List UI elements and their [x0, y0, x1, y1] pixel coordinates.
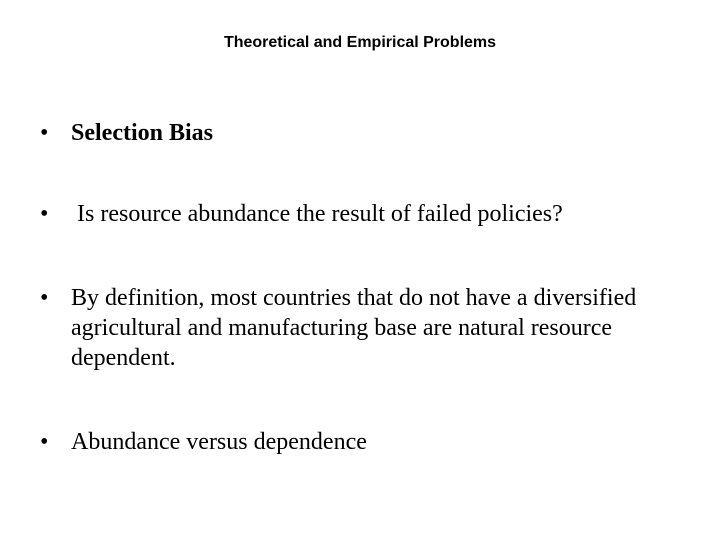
bullet-dot: •	[40, 120, 49, 146]
bullet-text: Selection Bias	[71, 120, 213, 146]
slide-title: Theoretical and Empirical Problems	[223, 34, 497, 51]
bullet-text: Abundance versus dependence	[71, 429, 367, 455]
bullet-item-abundance-vs-dependence	[40, 427, 680, 457]
bullet-text: By definition, most countries that do not have a diversified agricultural and manufacturing base are natural resource dependent.	[71, 285, 637, 371]
bullet-dot: •	[40, 429, 49, 455]
bullet-text: Is resource abundance the result of failed policies?	[71, 201, 563, 227]
bullet-dot: •	[40, 285, 49, 311]
bullet-item-by-definition	[40, 283, 680, 373]
bullet-item-selection-bias	[40, 118, 680, 148]
bullet-dot: •	[40, 201, 49, 227]
bullet-item-resource-abundance	[40, 199, 680, 229]
